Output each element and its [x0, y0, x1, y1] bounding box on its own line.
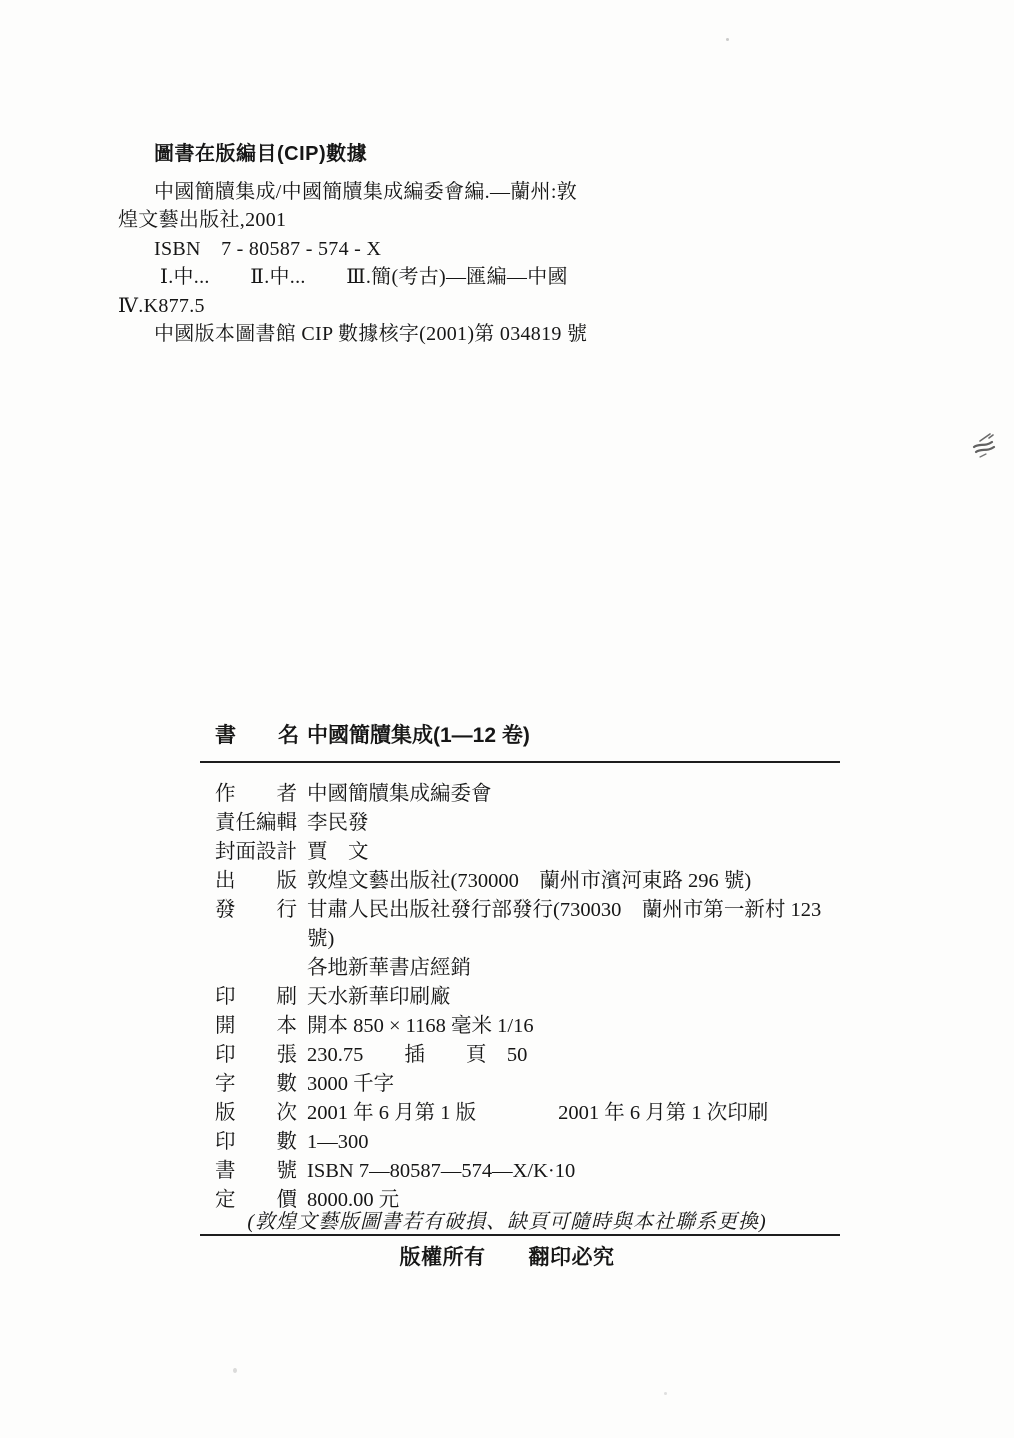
distributor-continuation-row	[200, 954, 840, 983]
cover-design-row	[200, 838, 840, 867]
field-value-editor: 李民發	[307, 812, 369, 834]
editor-row	[200, 809, 840, 838]
field-value-author: 中國簡牘集成編委會	[307, 783, 492, 805]
print-run-row	[200, 1128, 840, 1157]
field-label-distributor: 發 行	[215, 899, 297, 921]
cip-title-statement-line2: 煌文藝出版社,2001	[118, 209, 287, 231]
field-value-cover-design: 賈 文	[307, 841, 369, 863]
printer-row	[200, 983, 840, 1012]
field-value-publisher: 敦煌文藝出版社(730000 蘭州市濱河東路 296 號)	[307, 870, 752, 892]
field-label-edition: 版 次	[215, 1102, 297, 1124]
publisher-row	[200, 867, 840, 896]
scan-speck	[664, 1392, 667, 1395]
scan-speck	[726, 38, 729, 41]
field-label-book-title: 書 名	[215, 724, 299, 747]
footer-block	[107, 1205, 907, 1271]
book-title-row	[200, 724, 840, 748]
cip-block	[118, 140, 588, 349]
field-value-word-count: 3000 千字	[307, 1073, 395, 1095]
field-value-bookstore-sales: 各地新華書店經銷	[307, 957, 471, 979]
field-value-print-run: 1—300	[307, 1131, 369, 1153]
divider-top-rule	[200, 761, 840, 763]
field-value-price: 8000.00 元	[307, 1189, 400, 1211]
cip-heading: 圖書在版編目(CIP)數據	[154, 143, 368, 165]
field-value-edition: 2001 年 6 月第 1 版 2001 年 6 月第 1 次印刷	[307, 1102, 769, 1124]
distributor-row	[200, 896, 840, 954]
cip-title-statement-line1: 中國簡牘集成/中國簡牘集成編委會編.—蘭州:敦	[154, 180, 578, 203]
field-label-isbn: 書 號	[215, 1160, 297, 1182]
field-label-cover-design: 封面設計	[215, 841, 297, 863]
printed-sheets-row	[200, 1041, 840, 1070]
field-label-publisher: 出 版	[215, 870, 297, 892]
cip-classification-line2: Ⅳ.K877.5	[118, 294, 205, 317]
field-value-isbn: ISBN 7—80587—574—X/K·10	[307, 1160, 576, 1182]
cip-classification-line1: Ⅰ.中... Ⅱ.中... Ⅲ.簡(考古)—匯編—中國	[160, 266, 568, 288]
cip-isbn-line: ISBN 7 - 80587 - 574 - X	[154, 237, 382, 260]
field-label-format: 開 本	[215, 1015, 297, 1037]
replacement-notice: (敦煌文藝版圖書若有破損、缺頁可隨時與本社聯系更換)	[247, 1211, 767, 1233]
word-count-row	[200, 1070, 840, 1099]
copyright-statement: 版權所有 翻印必究	[399, 1246, 615, 1269]
isbn-row	[200, 1157, 840, 1186]
field-value-printed-sheets: 230.75 插 頁 50	[307, 1044, 528, 1066]
field-value-format: 開本 850 × 1168 毫米 1/16	[307, 1015, 534, 1037]
scan-speck	[233, 1368, 237, 1373]
author-row	[200, 780, 840, 809]
publication-info-block	[200, 724, 840, 1236]
field-label-price: 定 價	[215, 1189, 297, 1211]
cip-record-number-line: 中國版本圖書館 CIP 數據核字(2001)第 034819 號	[154, 323, 588, 345]
field-value-book-title: 中國簡牘集成(1—12 卷)	[307, 724, 530, 747]
field-label-editor: 責任編輯	[215, 812, 297, 834]
ink-smudge-mark	[966, 428, 1000, 472]
format-row	[200, 1012, 840, 1041]
field-label-print-run: 印 數	[215, 1131, 297, 1153]
field-label-author: 作 者	[215, 783, 297, 805]
field-label-printed-sheets: 印 張	[215, 1044, 297, 1066]
field-label-word-count: 字 數	[215, 1073, 297, 1095]
field-label-printer: 印 刷	[215, 986, 297, 1008]
edition-row	[200, 1099, 840, 1128]
field-value-distributor: 甘肅人民出版社發行部發行(730030 蘭州市第一新村 123 號)	[307, 899, 827, 950]
field-value-printer: 天水新華印刷廠	[307, 986, 451, 1008]
